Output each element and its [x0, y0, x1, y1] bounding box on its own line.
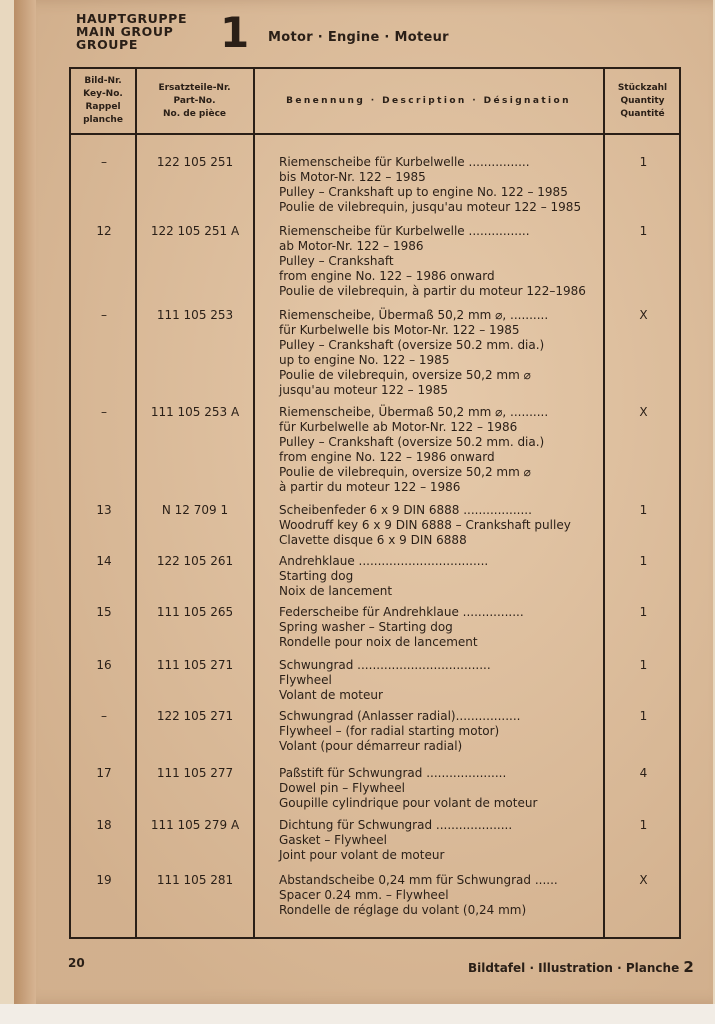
group-label-de: HAUPTGRUPPE: [76, 11, 188, 26]
group-label-en: MAIN GROUP: [76, 24, 174, 39]
description-line: Rondelle de réglage du volant (0,24 mm): [279, 903, 527, 917]
description-line: Scheibenfeder 6 x 9 DIN 6888 ..................: [279, 503, 532, 517]
page-title: Motor · Engine · Moteur: [268, 30, 449, 45]
key-number: 12: [96, 224, 112, 238]
quantity: 1: [639, 709, 648, 723]
description-line: Schwungrad (Anlasser radial).................: [279, 709, 521, 723]
description-line: Spring washer – Starting dog: [279, 620, 453, 634]
description-line: bis Motor-Nr. 122 – 1985: [279, 170, 426, 184]
description: [279, 503, 599, 548]
main-group-label: [76, 12, 187, 51]
quantity: X: [639, 873, 648, 887]
quantity: 4: [639, 766, 648, 780]
column-header-part-line: No. de pièce: [162, 108, 227, 119]
column-header-part-line: Part-No.: [173, 95, 216, 106]
description-line: Riemenscheibe, Übermaß 50,2 mm ⌀, ..........: [279, 308, 549, 322]
part-number: 122 105 251 A: [150, 224, 240, 238]
description-line: Dowel pin – Flywheel: [279, 781, 405, 795]
column-header-key-line: Rappel: [85, 102, 121, 112]
key-number: –: [101, 405, 107, 419]
description-line: Andrehklaue ..................................: [279, 554, 489, 568]
description-line: Starting dog: [279, 569, 354, 583]
illustration-label: Bildtafel · Illustration · Planche: [468, 961, 680, 975]
column-header-key-line: planche: [83, 115, 123, 125]
description-line: Abstandscheibe 0,24 mm für Schwungrad ......: [279, 873, 558, 887]
header-divider: [71, 133, 679, 135]
description-line: Poulie de vilebrequin, oversize 50,2 mm ⌀: [279, 368, 531, 382]
column-header-key-line: Key-No.: [83, 89, 123, 99]
description: [279, 605, 599, 650]
description: [279, 766, 599, 811]
description-line: Volant (pour démarreur radial): [279, 739, 463, 753]
description: [279, 554, 599, 599]
description-line: Pulley – Crankshaft up to engine No. 122 – 1985: [279, 185, 568, 199]
illustration-number: 2: [683, 958, 694, 976]
key-number: 14: [96, 554, 112, 568]
description: [279, 405, 599, 495]
description-line: Joint pour volant de moteur: [279, 848, 445, 862]
group-number: 1: [220, 8, 250, 57]
part-number: N 12 709 1: [161, 503, 229, 517]
column-header-part-line: Ersatzteile-Nr.: [158, 82, 231, 93]
description-line: à partir du moteur 122 – 1986: [279, 480, 461, 494]
book-spine-shadow: [14, 0, 36, 1004]
description-line: für Kurbelwelle bis Motor-Nr. 122 – 1985: [279, 323, 520, 337]
description: [279, 818, 599, 863]
key-number: –: [101, 155, 107, 169]
description-line: up to engine No. 122 – 1985: [279, 353, 450, 367]
description: [279, 155, 599, 215]
part-number: 111 105 281: [156, 873, 234, 887]
description-line: Noix de lancement: [279, 584, 393, 598]
description-line: Clavette disque 6 x 9 DIN 6888: [279, 533, 467, 547]
key-number: 18: [96, 818, 112, 832]
quantity: 1: [639, 224, 648, 238]
quantity: 1: [639, 155, 648, 169]
description-line: Pulley – Crankshaft (oversize 50.2 mm. dia.): [279, 338, 545, 352]
key-number: –: [101, 709, 107, 723]
description-line: Flywheel: [279, 673, 332, 687]
part-number: 122 105 271: [156, 709, 234, 723]
parts-table: [69, 67, 681, 939]
description-line: Paßstift für Schwungrad .....................: [279, 766, 507, 780]
quantity: 1: [639, 554, 648, 568]
scan-bottom-edge: [0, 1004, 715, 1024]
column-header-key: [71, 69, 135, 133]
description-line: Schwungrad ...................................: [279, 658, 491, 672]
description-line: ab Motor-Nr. 122 – 1986: [279, 239, 424, 253]
page-number: 20: [68, 956, 85, 970]
part-number: 111 105 253: [156, 308, 234, 322]
group-label-fr: GROUPE: [76, 37, 138, 52]
quantity: 1: [639, 605, 648, 619]
description-line: Poulie de vilebrequin, oversize 50,2 mm ⌀: [279, 465, 531, 479]
quantity: X: [639, 308, 648, 322]
description-line: für Kurbelwelle ab Motor-Nr. 122 – 1986: [279, 420, 518, 434]
quantity: 1: [639, 658, 648, 672]
column-header-quantity: [604, 69, 681, 133]
description: [279, 658, 599, 703]
description-line: Riemenscheibe für Kurbelwelle ................: [279, 155, 530, 169]
key-number: –: [101, 308, 107, 322]
quantity: X: [639, 405, 648, 419]
description: [279, 709, 599, 754]
description-line: Federscheibe für Andrehklaue ................: [279, 605, 524, 619]
description-line: Flywheel – (for radial starting motor): [279, 724, 500, 738]
key-number: 16: [96, 658, 112, 672]
description-line: Spacer 0.24 mm. – Flywheel: [279, 888, 449, 902]
description-line: Pulley – Crankshaft (oversize 50.2 mm. dia.): [279, 435, 545, 449]
column-header-quantity-line: Quantité: [620, 108, 665, 119]
column-header-quantity-line: Quantity: [620, 95, 665, 106]
description: [279, 873, 599, 918]
part-number: 111 105 253 A: [150, 405, 240, 419]
part-number: 111 105 265: [156, 605, 234, 619]
column-header-description: Benennung · Description · Désignation: [286, 95, 571, 106]
key-number: 13: [96, 503, 112, 517]
description-line: Rondelle pour noix de lancement: [279, 635, 478, 649]
quantity: 1: [639, 503, 648, 517]
part-number: 111 105 279 A: [150, 818, 240, 832]
part-number: 111 105 271: [156, 658, 234, 672]
part-number: 122 105 261: [156, 554, 234, 568]
description-line: Poulie de vilebrequin, jusqu'au moteur 122 – 1985: [279, 200, 582, 214]
description-line: Riemenscheibe für Kurbelwelle ................: [279, 224, 530, 238]
quantity: 1: [639, 818, 648, 832]
part-number: 122 105 251: [156, 155, 234, 169]
description-line: Woodruff key 6 x 9 DIN 6888 – Crankshaft pulley: [279, 518, 571, 532]
description-line: from engine No. 122 – 1986 onward: [279, 269, 495, 283]
key-number: 19: [96, 873, 112, 887]
description-line: Riemenscheibe, Übermaß 50,2 mm ⌀, ..........: [279, 405, 549, 419]
key-number: 17: [96, 766, 112, 780]
description-line: Poulie de vilebrequin, à partir du moteur 122–1986: [279, 284, 586, 298]
description-line: jusqu'au moteur 122 – 1985: [279, 383, 449, 397]
column-header-key-line: Bild-Nr.: [84, 76, 122, 86]
part-number: 111 105 277: [156, 766, 234, 780]
description-line: Gasket – Flywheel: [279, 833, 387, 847]
column-header-part: [136, 69, 253, 133]
description: [279, 308, 599, 398]
description-line: Dichtung für Schwungrad ....................: [279, 818, 513, 832]
description-line: from engine No. 122 – 1986 onward: [279, 450, 495, 464]
description-line: Pulley – Crankshaft: [279, 254, 394, 268]
key-number: 15: [96, 605, 112, 619]
column-header-quantity-line: Stückzahl: [617, 82, 668, 93]
description: [279, 224, 599, 299]
description-line: Volant de moteur: [279, 688, 383, 702]
illustration-reference: [468, 958, 694, 976]
description-line: Goupille cylindrique pour volant de moteur: [279, 796, 538, 810]
column-divider: [253, 69, 255, 937]
